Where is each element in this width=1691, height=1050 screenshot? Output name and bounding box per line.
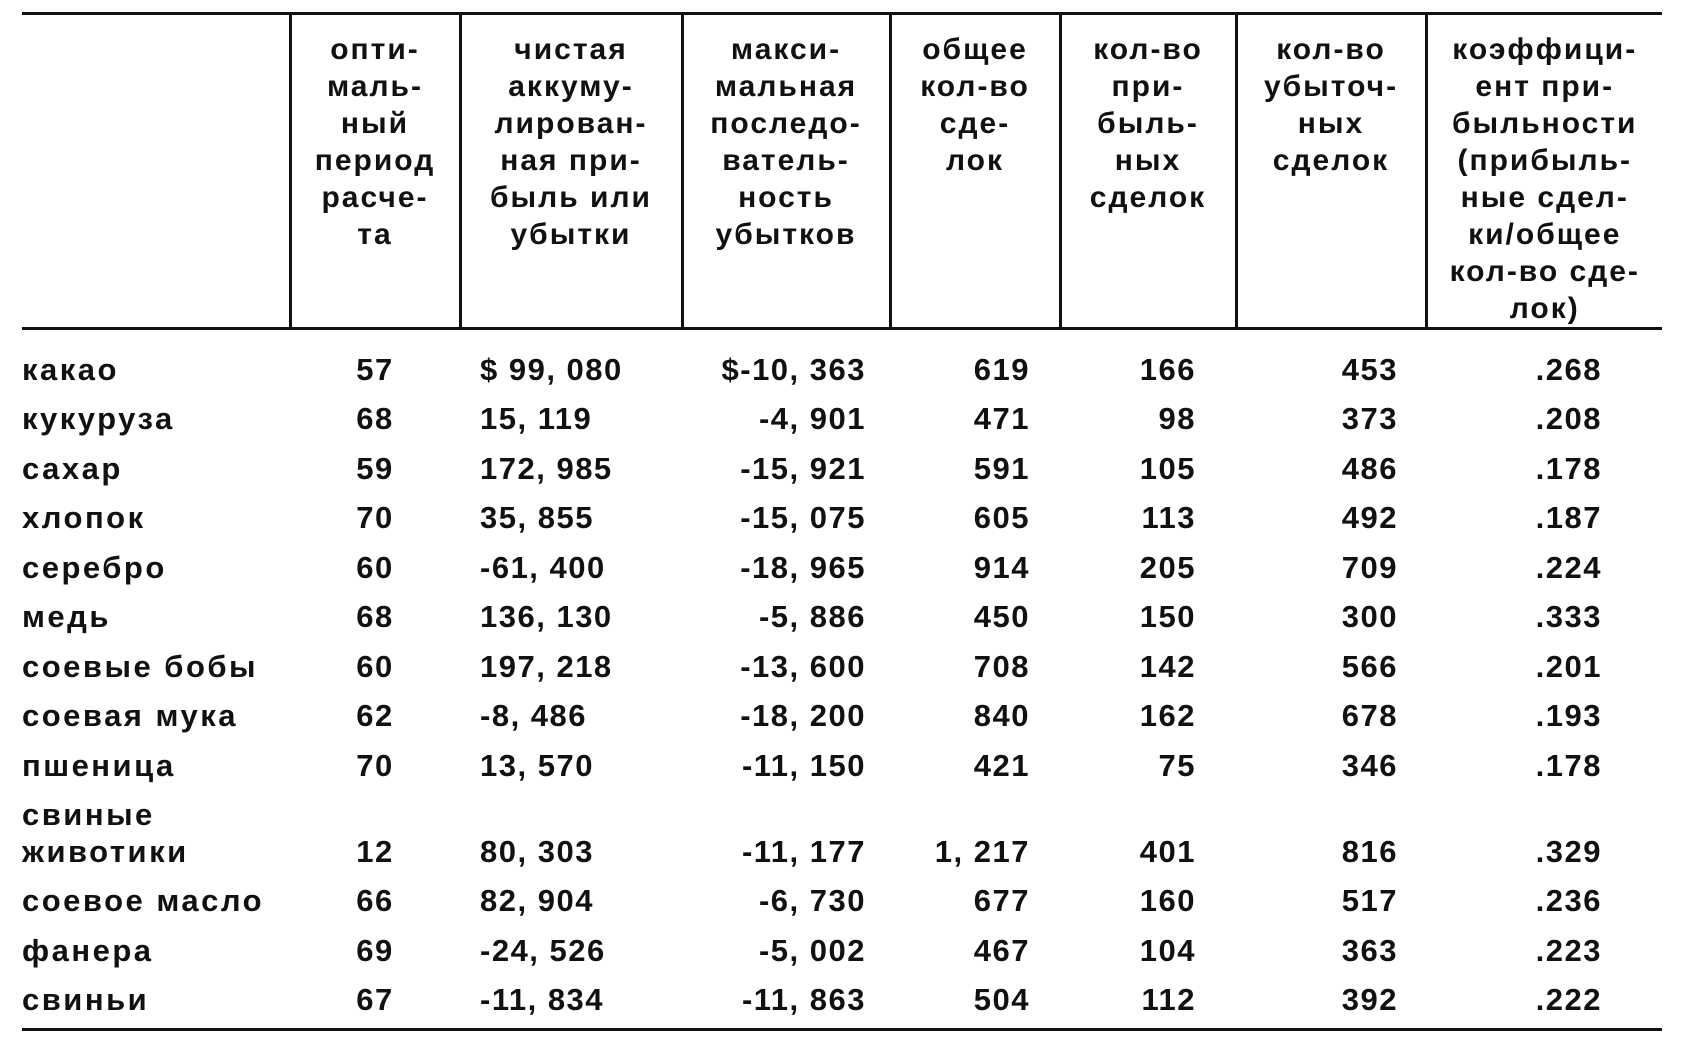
cell-period: 68	[356, 401, 394, 436]
cell-max-drawdown: -15, 075	[740, 500, 866, 535]
cell-profit-ratio: .208	[1535, 401, 1602, 436]
table-row	[22, 487, 1662, 537]
cell-total-trades: 471	[973, 401, 1030, 436]
header-label: опти- маль- ный период расче- та	[314, 33, 436, 251]
cell-net-profit: $ 99, 080	[480, 351, 623, 387]
cell-commodity: свиньи	[22, 969, 290, 1030]
cell-losing-trades: 678	[1341, 698, 1398, 733]
header-label: кол-во при- быль- ных сделок	[1089, 33, 1207, 214]
cell-max-drawdown: -5, 886	[758, 599, 866, 634]
cell-net-profit: -61, 400	[480, 549, 606, 585]
trading-results-table	[22, 12, 1662, 1031]
cell-total-trades: 840	[973, 698, 1030, 733]
cell-winning-trades: 162	[1139, 698, 1196, 733]
table-row	[22, 329, 1662, 388]
cell-max-drawdown: -6, 730	[758, 883, 866, 918]
cell-commodity: хлопок	[22, 500, 146, 535]
cell-commodity: свиные животики	[22, 796, 189, 869]
cell-losing-trades: 492	[1341, 500, 1398, 535]
cell-period: 68	[356, 599, 394, 634]
cell-winning-trades: 112	[1060, 969, 1236, 1030]
cell-losing-trades: 517	[1341, 883, 1398, 918]
cell-winning-trades: 75	[1158, 747, 1196, 783]
cell-total-trades: 504	[890, 969, 1060, 1030]
results-sheet	[22, 12, 1662, 1042]
cell-max-drawdown: -11, 863	[682, 969, 890, 1030]
cell-profit-ratio: .236	[1535, 883, 1602, 918]
cell-period: 70	[356, 747, 394, 783]
table-row	[22, 734, 1662, 784]
cell-winning-trades: 205	[1139, 549, 1196, 585]
cell-commodity: пшеница	[22, 747, 176, 783]
header-max-drawdown	[682, 14, 890, 329]
cell-losing-trades: 363	[1341, 932, 1398, 968]
cell-total-trades: 1, 217	[934, 833, 1030, 869]
cell-net-profit: 15, 119	[480, 401, 593, 436]
cell-max-drawdown: $-10, 363	[721, 351, 866, 387]
header-net-profit	[460, 14, 682, 329]
table-body	[22, 329, 1662, 1030]
table-row	[22, 969, 1662, 1030]
cell-max-drawdown: -15, 921	[740, 450, 866, 486]
cell-net-profit: 136, 130	[480, 599, 613, 634]
table-row	[22, 784, 1662, 870]
header-row	[22, 14, 1662, 329]
cell-losing-trades: 373	[1341, 401, 1398, 436]
cell-profit-ratio: .333	[1535, 599, 1602, 634]
table-row	[22, 870, 1662, 920]
table-row	[22, 635, 1662, 685]
header-winning-trades	[1060, 14, 1236, 329]
cell-net-profit: -11, 834	[460, 969, 682, 1030]
cell-commodity: соевая мука	[22, 698, 239, 733]
cell-net-profit: -24, 526	[480, 932, 606, 968]
cell-losing-trades: 709	[1341, 549, 1398, 585]
cell-profit-ratio: .223	[1535, 932, 1602, 968]
header-label: общее кол-во сде- лок	[920, 33, 1030, 177]
cell-commodity: соевое масло	[22, 883, 265, 918]
cell-profit-ratio: .222	[1426, 969, 1662, 1030]
table-row	[22, 437, 1662, 487]
cell-period: 57	[356, 351, 394, 387]
header-label: коэффици- ент при- быльности (прибыль- ные сдел- ки/общее кол-во сде- лок)	[1449, 33, 1640, 325]
cell-commodity: какао	[22, 351, 119, 387]
cell-winning-trades: 142	[1139, 648, 1196, 684]
cell-net-profit: 197, 218	[480, 648, 613, 684]
table-row	[22, 685, 1662, 735]
cell-commodity: сахар	[22, 450, 123, 486]
cell-commodity: соевые бобы	[22, 648, 259, 684]
cell-winning-trades: 104	[1139, 932, 1196, 968]
cell-losing-trades: 300	[1341, 599, 1398, 634]
cell-winning-trades: 166	[1139, 351, 1196, 387]
cell-period: 69	[356, 932, 394, 968]
cell-max-drawdown: -11, 177	[741, 833, 866, 869]
header-profit-ratio	[1426, 14, 1662, 329]
cell-losing-trades: 486	[1341, 450, 1398, 486]
table-row	[22, 536, 1662, 586]
cell-commodity: кукуруза	[22, 401, 175, 436]
cell-total-trades: 450	[973, 599, 1030, 634]
header-label: чистая аккуму- лирован- ная при- быль или убытки	[490, 33, 652, 251]
cell-period: 67	[290, 969, 460, 1030]
cell-losing-trades: 346	[1341, 747, 1398, 783]
cell-total-trades: 619	[973, 351, 1030, 387]
cell-period: 60	[356, 549, 394, 585]
cell-net-profit: 80, 303	[480, 833, 594, 869]
header-optimal-period	[290, 14, 460, 329]
cell-max-drawdown: -11, 150	[741, 747, 866, 783]
cell-profit-ratio: .201	[1535, 648, 1602, 684]
cell-net-profit: 13, 570	[480, 747, 594, 783]
table-row	[22, 388, 1662, 438]
header-label: кол-во убыточ- ных сделок	[1263, 33, 1399, 177]
cell-commodity: фанера	[22, 932, 154, 968]
cell-losing-trades: 566	[1341, 648, 1398, 684]
cell-winning-trades: 98	[1158, 401, 1196, 436]
cell-total-trades: 467	[973, 932, 1030, 968]
cell-profit-ratio: .187	[1535, 500, 1602, 535]
cell-total-trades: 591	[973, 450, 1030, 486]
cell-profit-ratio: .268	[1535, 351, 1602, 387]
cell-winning-trades: 113	[1141, 500, 1196, 535]
cell-commodity: медь	[22, 599, 111, 634]
cell-profit-ratio: .193	[1535, 698, 1602, 733]
cell-total-trades: 677	[973, 883, 1030, 918]
cell-losing-trades: 392	[1236, 969, 1426, 1030]
table-row	[22, 919, 1662, 969]
cell-max-drawdown: -5, 002	[758, 932, 866, 968]
cell-winning-trades: 150	[1139, 599, 1196, 634]
header-losing-trades	[1236, 14, 1426, 329]
cell-losing-trades: 453	[1341, 351, 1398, 387]
cell-total-trades: 421	[973, 747, 1030, 783]
cell-winning-trades: 105	[1139, 450, 1196, 486]
cell-losing-trades: 816	[1341, 833, 1398, 869]
cell-period: 59	[356, 450, 394, 486]
cell-winning-trades: 401	[1139, 833, 1196, 869]
cell-max-drawdown: -13, 600	[740, 648, 866, 684]
cell-profit-ratio: .329	[1535, 833, 1602, 869]
cell-max-drawdown: -18, 965	[740, 549, 866, 585]
cell-profit-ratio: .178	[1535, 747, 1602, 783]
header-label: макси- мальная последо- ватель- ность убытков	[710, 33, 862, 251]
table-header	[22, 14, 1662, 329]
cell-net-profit: 35, 855	[480, 500, 594, 535]
cell-net-profit: 172, 985	[480, 450, 613, 486]
cell-total-trades: 605	[973, 500, 1030, 535]
cell-period: 62	[356, 698, 394, 733]
header-commodity	[22, 14, 290, 329]
cell-period: 60	[356, 648, 394, 684]
cell-winning-trades: 160	[1139, 883, 1196, 918]
cell-total-trades: 708	[973, 648, 1030, 684]
cell-period: 12	[356, 833, 394, 869]
table-row	[22, 586, 1662, 636]
cell-period: 66	[356, 883, 394, 918]
cell-total-trades: 914	[973, 549, 1030, 585]
cell-max-drawdown: -18, 200	[740, 698, 866, 733]
cell-commodity: серебро	[22, 549, 167, 585]
cell-net-profit: -8, 486	[480, 698, 588, 733]
cell-net-profit: 82, 904	[480, 883, 594, 918]
cell-max-drawdown: -4, 901	[758, 401, 866, 436]
cell-period: 70	[356, 500, 394, 535]
header-total-trades	[890, 14, 1060, 329]
cell-profit-ratio: .224	[1535, 549, 1602, 585]
cell-profit-ratio: .178	[1535, 450, 1602, 486]
